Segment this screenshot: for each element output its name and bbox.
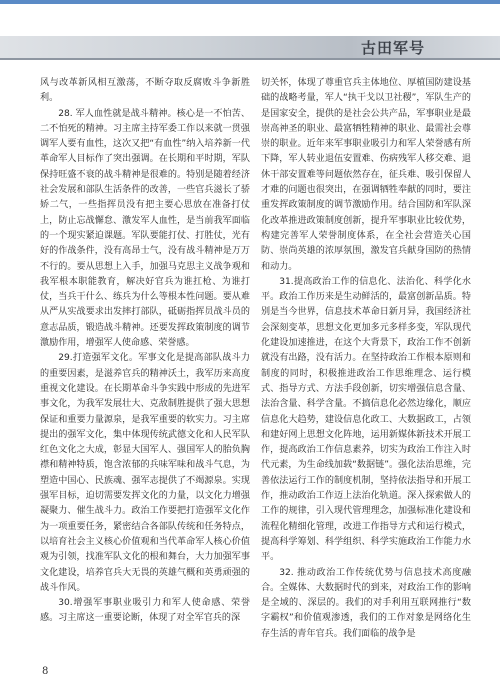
paragraph-31: 31.提高政治工作的信息化、法治化、科学化水平。政治工作历来是生动鲜活的，最富创新品质。特别是当今世界，信息技术革命日新月异，我国经济社会深刻变革，思想文化更加多元多样多变，军队现代化建设加速推进，在这个大背景下，政治工作不创新就没有出路，没有活力。在坚持政治工作根本原则和制度的同时，积极推进政治工作思维理念、运行模式、指导方式、方法手段创新，切实增强信息含量、法治含量、科学含量。不搞信息化必然边缘化，顺应信息化大趋势，建设信息化政工、大数据政工，占领和建好网上思想文化阵地，运用新媒体新技术开展工作，提高政治工作信息素养，切实为政治工作注入时代元素，为生命线加载“数据链”。强化法治思维，完善依法运行工作的制度机制，坚持依法指导和开展工作，推动政治工作迈上法治化轨道。深入探索做人的工作的规律，引入现代管理理念，加强标准化建设和流程化精细化管理，改进工作指导方式和运行模式，提高科学筹划、科学组织、科学实施政治工作能力水平。	[261, 276, 471, 563]
right-text-column	[261, 76, 471, 642]
paragraph-32: 32. 推动政治工作传统优势与信息技术高度融合。全媒体、大数据时代的到来，对政治工作的影响是全域的、深层的。我们的对手利用互联网推行“数字霸权”和价值观渗透，我们的工作对象是网络化生存生活的青年官兵。我们面临的战争是	[261, 567, 471, 639]
paragraph-30-continued: 切关怀，体现了尊重官兵主体地位、厚植国防建设基础的战略考量，军人“执干戈以卫社稷”，军队生产的是国家安全，提供的是社会公共产品，军事职业是最崇高神圣的职业、最富牺牲精神的职业、最需社会尊崇的职业。近年来军事职业吸引力和军人荣誉感有所下降，军人转业退伍安置难、伤病残军人移交难、退休干部安置难等问题依然存在，征兵难、吸引保留人才难的问题也很突出，在强调牺牲奉献的同时，要注重发挥政策制度的调节激励作用。结合国防和军队深化改革推进政策制度创新，提升军事职业比较优势，构建完善军人荣誉制度体系，在全社会营造关心国防、崇尚英雄的浓厚氛围，激发官兵献身国防的热情和动力。	[261, 78, 471, 272]
paragraph-28: 28. 军人血性就是战斗精神。核心是一不怕苦、二不怕死的精神。习主席主持军委工作以来就一贯强调军人要有血性，这次又把“有血性”纳入培养新一代革命军人目标作了突出强调。在长期和平时期，军队保持旺盛不衰的战斗精神是很难的。特别是随着经济社会发展和部队生活条件的改善，一些官兵滋长了骄娇二气，一些指挥员没有把主要心思放在准备打仗上，防止忘战懈怠、激发军人血性，是当前我军面临的一个现实紧迫课题。军队要能打仗、打胜仗，光有好的作战条件，没有高昂士气，没有战斗精神是万万不行的。要从思想上入手，加强马克思主义战争观和我军根本职能教育，解决好官兵为谁扛枪、为谁打仗，当兵干什么、练兵为什么等根本性问题。要从难从严从实战要求出发摔打部队，砥砺指挥员战斗员的意志品质，锻造战斗精神。还要发挥政策制度的调节激励作用，增强军人使命感、荣誉感。	[40, 108, 250, 349]
page-number: 8	[42, 666, 49, 677]
header-top-rule	[0, 0, 500, 4]
header-banner	[0, 0, 500, 78]
paragraph-29: 29.打造强军文化。军事文化是提高部队战斗力的重要因素，是滋养官兵的精神沃土，我军历来高度重视文化建设。在长期革命斗争实践中形成的先进军事文化，为我军发展壮大、克敌制胜提供了强大思想保证和重要力量源泉，是我军重要的软实力。习主席提出的强军文化，集中体现传统武德文化和人民军队红色文化之大成，彰显大国军人、强国军人的胎负胸襟和精神特质，饱含浓郁的兵味军味和战斗气息，为塑造中国心、民族魂、强军志提供了不竭源泉。实现强军目标，迫切需要发挥文化的力量，以文化力增强凝聚力、催生战斗力。政治工作要把打造强军文化作为一项重要任务，紧密结合各部队传统和任务特点，以培育社会主义核心价值观和当代革命军人核心价值观为引领，找准军队文化的根和舞台，大力加强军事文化建设，培养官兵大无畏的英雄气概和英勇顽强的战斗作风。	[40, 353, 250, 593]
magazine-logo: 古田军号	[360, 38, 425, 57]
paragraph-30: 30.增强军事职业吸引力和军人使命感、荣誉感。习主席这一重要论断，体现了对全军官兵的深	[40, 598, 250, 624]
paragraph-continued: 风与改革新风相互激荡，不断夺取反腐败斗争新胜利。	[40, 78, 250, 104]
left-text-column	[40, 76, 250, 627]
